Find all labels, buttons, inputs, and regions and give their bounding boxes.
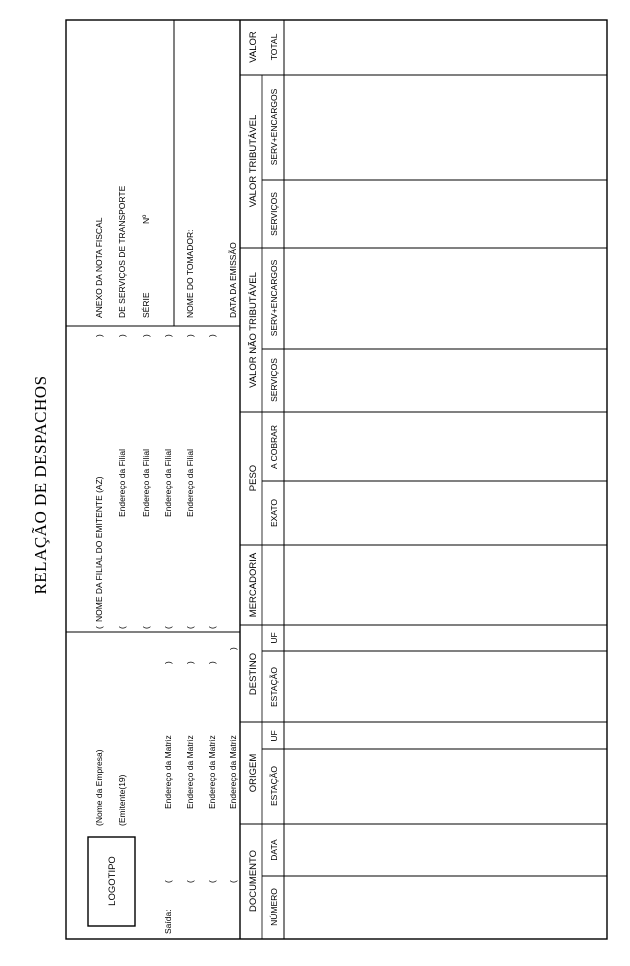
filial-address-2: Endereço da Filial xyxy=(141,448,151,517)
issuer-label: (Emitente(19) xyxy=(117,774,127,826)
annex-title-line-2: DE SERVIÇOS DE TRANSPORTE xyxy=(117,185,127,318)
paren-close-f1: ) xyxy=(117,334,127,337)
col-origem: ORIGEM xyxy=(248,753,259,793)
col-destino-uf: UF xyxy=(269,632,279,644)
col-origem-uf: UF xyxy=(269,730,279,742)
paren-open-2: ( xyxy=(185,880,195,883)
emissao-label: DATA DA EMISSÃO xyxy=(228,242,238,318)
page-title: RELAÇÃO DE DESPACHOS xyxy=(31,375,50,595)
col-nao-tributavel: VALOR NÃO TRIBUTÁVEL xyxy=(248,272,259,388)
paren-close-f5: ) xyxy=(207,334,217,337)
paren-close-4: ) xyxy=(228,647,238,650)
paren-close-1: ) xyxy=(163,661,173,664)
col-peso-cobrar: A COBRAR xyxy=(269,425,279,469)
col-data: DATA xyxy=(269,839,279,861)
matriz-address-3: Endereço da Matriz xyxy=(207,735,217,809)
header-right-block xyxy=(94,185,238,318)
paren-open-4: ( xyxy=(228,880,238,883)
paren-close-2: ) xyxy=(185,661,195,664)
col-t-serv-encargos: SERV+ENCARGOS xyxy=(269,88,279,166)
col-mercadoria: MERCADORIA xyxy=(248,552,259,618)
col-destino: DESTINO xyxy=(248,652,259,696)
serie-label: SÉRIE xyxy=(141,292,151,318)
col-nt-serv-encargos: SERV+ENCARGOS xyxy=(269,259,279,337)
company-name: (Nome da Empresa) xyxy=(94,749,104,826)
col-peso-exato: EXATO xyxy=(269,498,279,528)
paren-close-3: ) xyxy=(207,661,217,664)
logo-label: LOGOTIPO xyxy=(107,856,118,906)
col-numero: NÚMERO xyxy=(269,888,279,926)
header-middle-block xyxy=(94,334,217,629)
tomador-label: NOME DO TOMADOR: xyxy=(185,229,195,318)
paren-open-f1: ( xyxy=(117,626,127,629)
saida-label: Saída: xyxy=(163,909,173,934)
paren-open-1: ( xyxy=(163,880,173,883)
matriz-address-1: Endereço da Matriz xyxy=(163,735,173,809)
filial-address-3: Endereço da Filial xyxy=(163,448,173,517)
filial-address-4: Endereço da Filial xyxy=(185,448,195,517)
matriz-address-4: Endereço da Matriz xyxy=(228,735,238,809)
paren-close-f3: ) xyxy=(163,334,173,337)
col-origem-estacao: ESTAÇÃO xyxy=(269,766,279,806)
paren-open-f3: ( xyxy=(163,626,173,629)
col-tributavel: VALOR TRIBUTÁVEL xyxy=(248,114,259,208)
column-boundaries xyxy=(240,75,607,824)
paren-open-f5: ( xyxy=(207,626,217,629)
annex-title-line-1: ANEXO DA NOTA FISCAL xyxy=(94,217,104,318)
col-peso: PESO xyxy=(248,464,259,492)
filial-address-1: Endereço da Filial xyxy=(117,448,127,517)
numero-label: Nº xyxy=(141,214,151,224)
paren-close-filial-name: ) xyxy=(94,334,104,337)
col-t-servicos: SERVIÇOS xyxy=(269,192,279,236)
subcolumn-boundaries xyxy=(240,180,607,876)
column-headers xyxy=(248,31,279,926)
paren-close-f2: ) xyxy=(141,334,151,337)
col-nt-servicos: SERVIÇOS xyxy=(269,358,279,402)
matriz-address-2: Endereço da Matriz xyxy=(185,735,195,809)
paren-open-f4: ( xyxy=(185,626,195,629)
col-total: TOTAL xyxy=(269,33,279,61)
paren-open-f2: ( xyxy=(141,626,151,629)
header-left-block xyxy=(94,647,238,934)
paren-open-filial-name: ( xyxy=(94,626,104,629)
filial-name: NOME DA FILIAL DO EMITENTE (AZ) xyxy=(94,476,104,622)
col-destino-estacao: ESTAÇÃO xyxy=(269,667,279,707)
paren-close-f4: ) xyxy=(185,334,195,337)
col-valor: VALOR xyxy=(248,31,259,63)
paren-open-3: ( xyxy=(207,880,217,883)
col-documento: DOCUMENTO xyxy=(248,849,259,913)
